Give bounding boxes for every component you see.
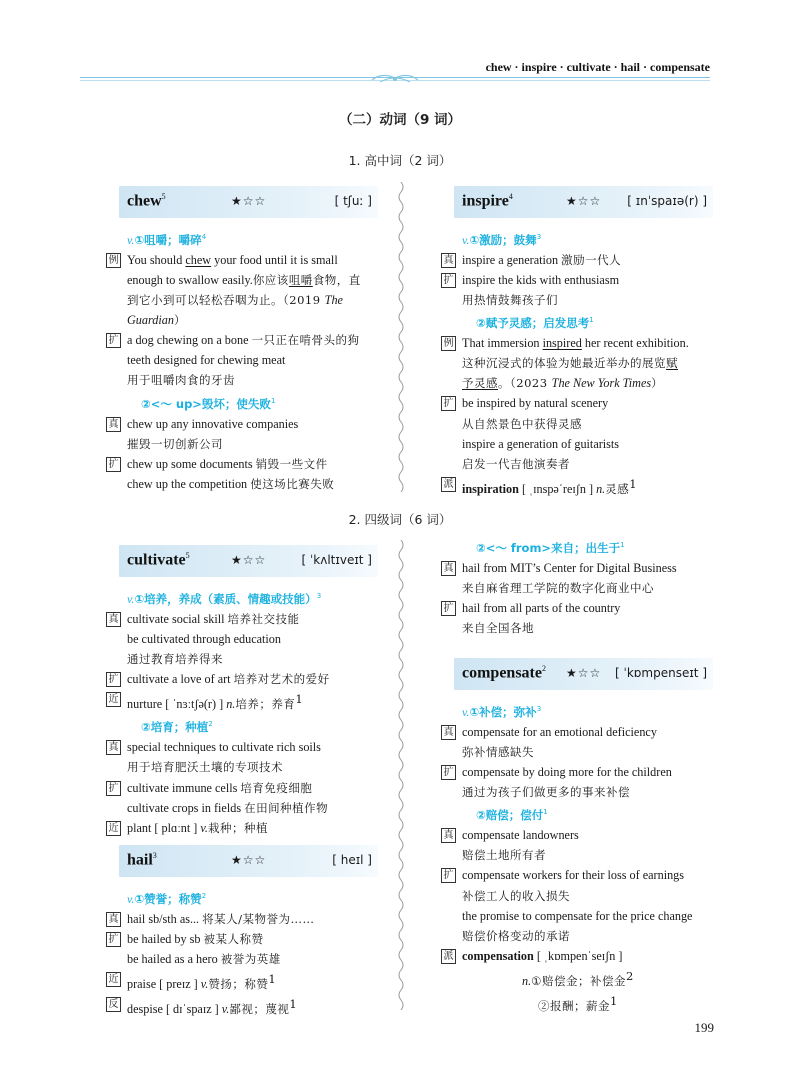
headword-box xyxy=(119,845,378,877)
synonym-line: 近 praise [ preɪz ] v.赞扬；称赞$^1$ xyxy=(103,969,378,994)
sense-2: ②赋予灵感；启发思考$^1$ xyxy=(476,316,594,331)
synonym-line: 近 nurture [ ˈnɜːtʃə(r) ] n.培养；养育$^1$ xyxy=(103,689,378,714)
tag-example: 例 xyxy=(441,336,456,351)
example-line: 予灵感。（2023 The New York Times） xyxy=(462,376,664,391)
extension-line: 来自全国各地 xyxy=(462,621,534,636)
tag-antonym: 反 xyxy=(106,997,121,1012)
sense-1: v.①培养，养成（素质、情趣或技能）$^3$ xyxy=(127,591,322,606)
tag-extension: 扩 xyxy=(441,765,456,780)
sense-2: ②培育；种植$^2$ xyxy=(141,720,213,735)
real-exam-line: 用于培育肥沃土壤的专项技术 xyxy=(127,760,283,775)
tag-real: 真 xyxy=(441,725,456,740)
headword-box xyxy=(454,658,713,690)
sense-1: v.①咀嚼；嚼碎$^4$ xyxy=(127,232,207,247)
real-exam-line: be cultivated through education xyxy=(127,632,281,647)
headword: compensate$^2$ xyxy=(462,664,546,682)
derivative-line: 派 inspiration [ ˌɪnspəˈreɪʃn ] n.灵感$^1$ xyxy=(438,474,713,499)
extension-line: 扩 cultivate immune cells 培育免疫细胞 xyxy=(103,778,378,798)
extension-line: 启发一代吉他演奏者 xyxy=(462,456,570,471)
star-rating: ★☆☆ xyxy=(566,194,602,208)
extension-line: 扩 inspire the kids with enthusiasm xyxy=(438,270,713,290)
extension-line: 用于咀嚼肉食的牙齿 xyxy=(127,373,235,388)
running-header xyxy=(80,56,710,86)
real-exam-line: 真 compensate landowners xyxy=(438,825,713,845)
derivative-sense-1: n.①赔偿金；补偿金$^2$ xyxy=(522,968,634,988)
extension-line: 扩 be hailed by sb 被某人称赞 xyxy=(103,929,378,949)
headword-box xyxy=(119,186,378,218)
real-exam-line: 真 cultivate social skill 培养社交技能 xyxy=(103,609,378,629)
extension-line: be hailed as a hero 被誉为英雄 xyxy=(127,952,281,967)
tag-real: 真 xyxy=(106,740,121,755)
star-rating: ★☆☆ xyxy=(231,194,267,208)
extension-line: 从自然景色中获得灵感 xyxy=(462,416,582,431)
entry-hail xyxy=(103,845,378,1020)
headword-box xyxy=(454,186,713,218)
extension-line: the promise to compensate for the price change xyxy=(462,908,693,923)
extension-line: 扩 chew up some documents 销毁一些文件 xyxy=(103,454,378,474)
extension-line: teeth designed for chewing meat xyxy=(127,353,286,368)
extension-line: inspire a generation of guitarists xyxy=(462,436,620,451)
real-exam-line: 弥补情感缺失 xyxy=(462,745,534,760)
extension-line: 扩 be inspired by natural scenery xyxy=(438,393,713,413)
star-rating: ★☆☆ xyxy=(231,553,267,567)
headword-box xyxy=(119,545,378,577)
example-line: 到它小到可以轻松吞咽为止。（2019 The xyxy=(127,293,343,308)
entry-inspire xyxy=(438,186,713,499)
headword: chew$^5$ xyxy=(127,192,166,210)
extension-line: 通过为孩子们做更多的事来补偿 xyxy=(462,785,630,800)
phonetic: [ ɪnˈspaɪə(r) ] xyxy=(627,194,707,208)
tag-real: 真 xyxy=(106,912,121,927)
tag-extension: 扩 xyxy=(441,601,456,616)
star-rating: ★☆☆ xyxy=(566,666,602,680)
column-divider-bottom xyxy=(396,540,406,1010)
tag-extension: 扩 xyxy=(441,868,456,883)
header-title: chew · inspire · cultivate · hail · compensate xyxy=(485,60,710,74)
phonetic: [ tʃuː ] xyxy=(334,194,372,208)
extension-line: 用热情鼓舞孩子们 xyxy=(462,293,558,308)
extension-line: 扩 hail from all parts of the country xyxy=(438,598,713,618)
tag-extension: 扩 xyxy=(106,333,121,348)
entry-chew xyxy=(103,186,378,494)
entry-cultivate xyxy=(103,545,378,838)
tag-extension: 扩 xyxy=(106,932,121,947)
tag-real: 真 xyxy=(441,828,456,843)
example-line: Guardian） xyxy=(127,313,186,328)
section-title: （二）动词（9 词） xyxy=(338,112,462,128)
real-exam-line: 真 special techniques to cultivate rich soils xyxy=(103,737,378,757)
extension-line: chew up the competition 使这场比赛失败 xyxy=(127,476,335,491)
real-exam-line: 来自麻省理工学院的数字化商业中心 xyxy=(462,581,654,596)
extension-line: 扩 cultivate a love of art 培养对艺术的爱好 xyxy=(103,669,378,689)
phonetic: [ ˈkɒmpenseɪt ] xyxy=(615,666,707,680)
page-number: 199 xyxy=(694,1020,714,1035)
tag-real: 真 xyxy=(441,561,456,576)
subsection-high-school: 1. 高中词（2 词） xyxy=(348,153,452,168)
tag-real: 真 xyxy=(441,253,456,268)
extension-line: cultivate crops in fields 在田间种植作物 xyxy=(127,800,329,815)
star-rating: ★☆☆ xyxy=(231,853,267,867)
headword: inspire$^4$ xyxy=(462,192,513,210)
real-exam-line: 真 compensate for an emotional deficiency xyxy=(438,722,713,742)
real-exam-line: 赔偿土地所有者 xyxy=(462,848,546,863)
extension-line: 补偿工人的收入损失 xyxy=(462,888,570,903)
headword: hail$^3$ xyxy=(127,851,157,869)
sense-1: v.①激励；鼓舞$^3$ xyxy=(462,232,542,247)
tag-extension: 扩 xyxy=(106,781,121,796)
tag-real: 真 xyxy=(106,612,121,627)
synonym-line: 近 plant [ plɑːnt ] v.栽种；种植 xyxy=(103,818,378,838)
antonym-line: 反 despise [ dɪˈspaɪz ] v.鄙视；蔑视$^1$ xyxy=(103,994,378,1019)
tag-synonym: 近 xyxy=(106,821,121,836)
phonetic: [ ˈkʌltɪveɪt ] xyxy=(301,553,372,567)
tag-synonym: 近 xyxy=(106,692,121,707)
sense-1: v.①补偿；弥补$^3$ xyxy=(462,704,542,719)
example-line: enough to swallow easily.你应该咀嚼食物，直 xyxy=(127,273,361,288)
example-line: 这种沉浸式的体验为她最近举办的展览赋 xyxy=(462,356,678,371)
tag-example: 例 xyxy=(106,253,121,268)
headword: cultivate$^5$ xyxy=(127,551,190,569)
tag-synonym: 近 xyxy=(106,972,121,987)
tag-derivative: 派 xyxy=(441,949,456,964)
ornament-icon xyxy=(370,70,420,86)
real-exam-line: 摧毁一切创新公司 xyxy=(127,436,223,451)
real-exam-line: 真 hail sb/sth as... 将某人/某物誉为…… xyxy=(103,909,378,929)
real-exam-line: 真 hail from MIT’s Center for Digital Business xyxy=(438,558,713,578)
tag-real: 真 xyxy=(106,417,121,432)
tag-extension: 扩 xyxy=(441,396,456,411)
example-line: 例 You should chew your food until it is small xyxy=(103,250,378,270)
extension-line: 扩 a dog chewing on a bone 一只正在啃骨头的狗 xyxy=(103,330,378,350)
entry-hail-continued xyxy=(438,535,713,638)
sense-1: v.①赞誉；称赞$^2$ xyxy=(127,891,207,906)
entry-compensate xyxy=(438,658,713,1016)
subsection-cet4: 2. 四级词（6 词） xyxy=(348,512,452,527)
extension-line: 赔偿价格变动的承诺 xyxy=(462,928,570,943)
derivative-line: 派 compensation [ ˌkɒmpenˈseɪʃn ] xyxy=(438,946,713,966)
tag-extension: 扩 xyxy=(106,672,121,687)
example-line: 例 That immersion inspired her recent exhibition. xyxy=(438,333,713,353)
sense-2: ②<～ up>毁坏；使失败$^1$ xyxy=(141,396,276,411)
column-divider-top xyxy=(396,182,406,492)
tag-extension: 扩 xyxy=(441,273,456,288)
real-exam-line: 真 inspire a generation 激励一代人 xyxy=(438,250,713,270)
tag-extension: 扩 xyxy=(106,457,121,472)
derivative-sense-2: ②报酬；薪金$^1$ xyxy=(538,994,618,1014)
extension-line: 扩 compensate workers for their loss of earnings xyxy=(438,865,713,885)
sense-2: ②<～ from>来自；出生于$^1$ xyxy=(476,540,625,555)
sense-2: ②赔偿；偿付$^1$ xyxy=(476,808,548,823)
real-exam-line: 通过教育培养得来 xyxy=(127,652,223,667)
extension-line: 扩 compensate by doing more for the children xyxy=(438,762,713,782)
tag-derivative: 派 xyxy=(441,477,456,492)
phonetic: [ heɪl ] xyxy=(332,853,372,867)
real-exam-line: 真 chew up any innovative companies xyxy=(103,414,378,434)
